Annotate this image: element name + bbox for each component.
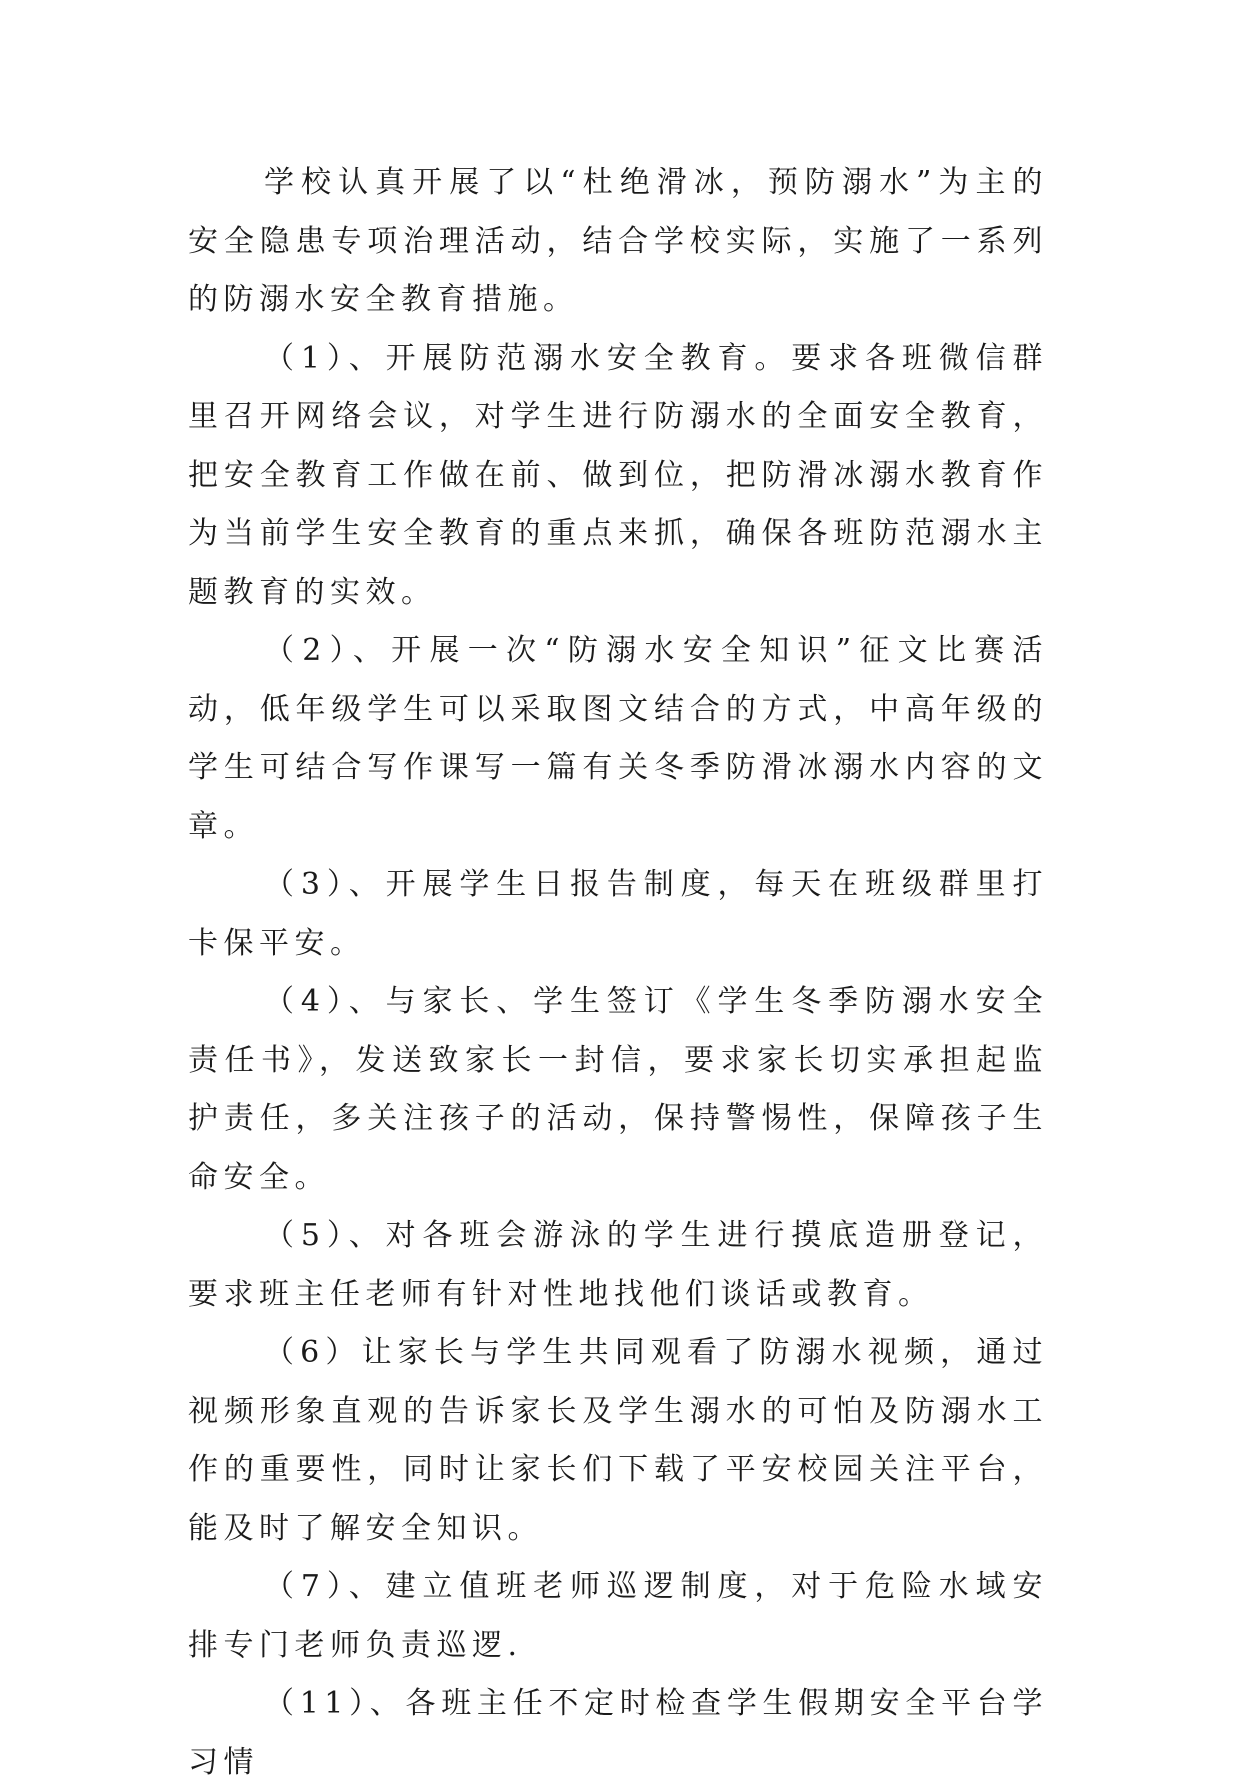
measure-item-4: （4）、与家长、学生签订《学生冬季防溺水安全责任书》，发送致家长一封信，要求家长切实承担起监护责任，多关注孩子的活动，保持警惕性，保障孩子生命安全。 — [188, 984, 1048, 1195]
measure-item-5: （5）、对各班会游泳的学生进行摸底造册登记，要求班主任老师有针对性地找他们谈话或教育。 — [188, 1218, 1048, 1312]
measure-item-3: （3）、开展学生日报告制度，每天在班级群里打卡保平安。 — [188, 867, 1048, 961]
document-body — [188, 154, 1048, 1792]
measure-item-7: （7）、建立值班老师巡逻制度，对于危险水域安排专门老师负责巡逻. — [188, 1569, 1048, 1663]
measure-item-2: （2）、开展一次“防溺水安全知识”征文比赛活动，低年级学生可以采取图文结合的方式，中高年级的学生可结合写作课写一篇有关冬季防滑冰溺水内容的文章。 — [188, 633, 1048, 844]
measure-item-1: （1）、开展防范溺水安全教育。要求各班微信群里召开网络会议，对学生进行防溺水的全面安全教育，把安全教育工作做在前、做到位，把防滑冰溺水教育作为当前学生安全教育的重点来抓，确保各班防范溺水主题教育的实效。 — [188, 340, 1048, 610]
measure-item-11: （11）、各班主任不定时检查学生假期安全平台学习情 — [188, 1686, 1048, 1780]
intro-paragraph: 学校认真开展了以“杜绝滑冰，预防溺水”为主的安全隐患专项治理活动，结合学校实际，实施了一系列的防溺水安全教育措施。 — [188, 165, 1048, 317]
measure-item-6: （6）让家长与学生共同观看了防溺水视频，通过视频形象直观的告诉家长及学生溺水的可怕及防溺水工作的重要性，同时让家长们下载了平安校园关注平台，能及时了解安全知识。 — [188, 1335, 1048, 1546]
